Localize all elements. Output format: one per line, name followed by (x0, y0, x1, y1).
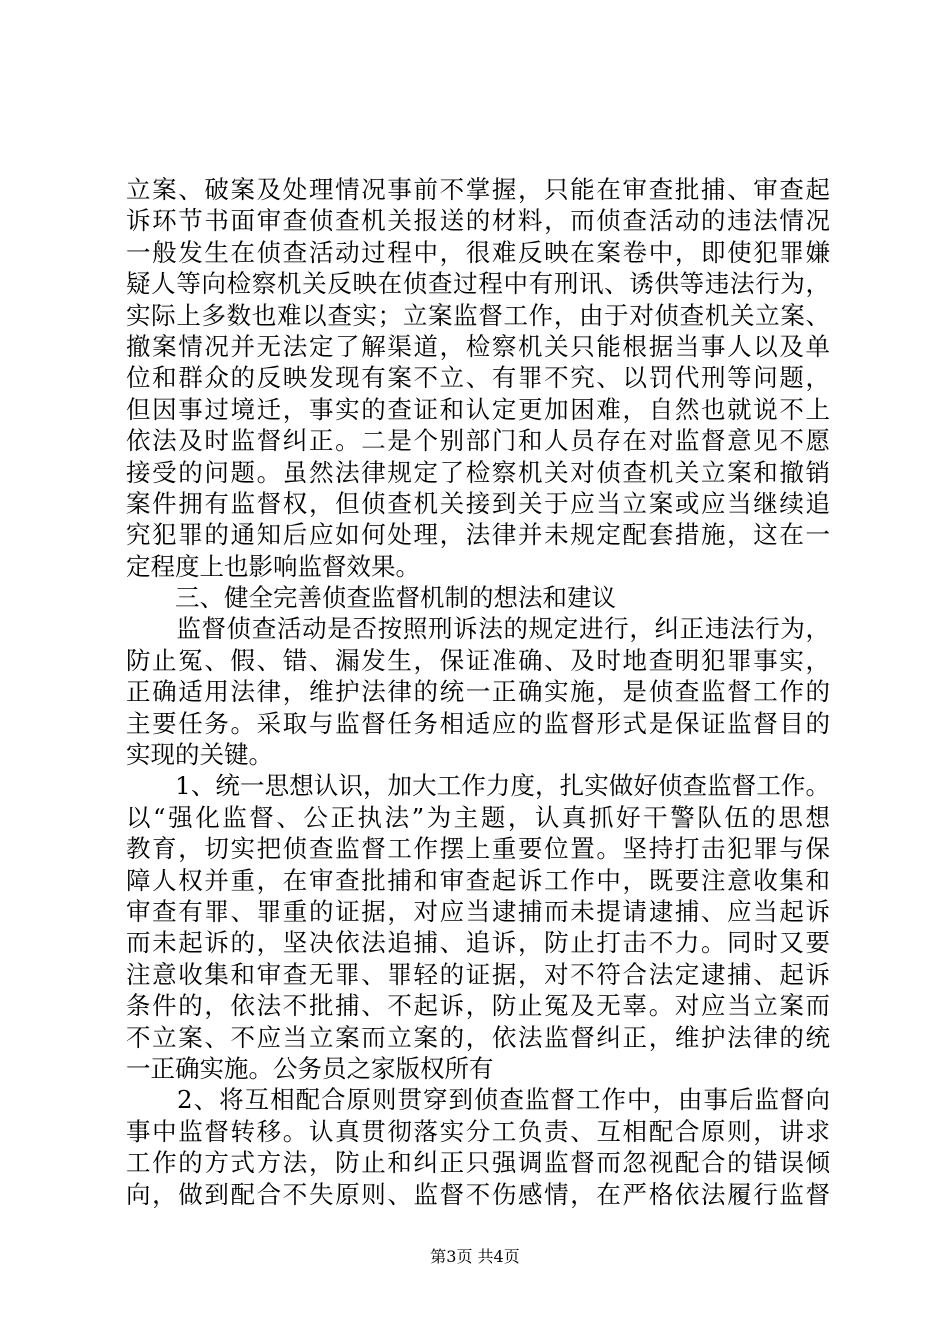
text-line: 但因事过境迁，事实的查证和认定更加困难，自然也就说不上 (126, 394, 830, 424)
text-line: 防止冤、假、错、漏发生，保证准确、及时地查明犯罪事实， (126, 645, 830, 675)
document-body (126, 174, 830, 1210)
text-line: 诉环节书面审查侦查机关报送的材料，而侦查活动的违法情况 (126, 206, 830, 236)
text-line: 工作的方式方法，防止和纠正只强调监督而忽视配合的错误倾 (126, 1148, 830, 1178)
text-line: 事中监督转移。认真贯彻落实分工负责、互相配合原则，讲求 (126, 1116, 830, 1146)
text-line: 依法及时监督纠正。二是个别部门和人员存在对监督意见不愿 (126, 426, 830, 456)
text-line: 实际上多数也难以查实；立案监督工作，由于对侦查机关立案、 (126, 300, 830, 330)
text-line: 障人权并重，在审查批捕和审查起诉工作中，既要注意收集和 (126, 865, 830, 895)
text-line: 位和群众的反映发现有案不立、有罪不究、以罚代刑等问题， (126, 363, 830, 393)
text-line: 正确适用法律，维护法律的统一正确实施，是侦查监督工作的 (126, 677, 830, 707)
text-line: 不立案、不应当立案而立案的，依法监督纠正，维护法律的统 (126, 1022, 830, 1052)
text-line: 以“强化监督、公正执法”为主题，认真抓好干警队伍的思想 (126, 802, 830, 832)
text-line: 究犯罪的通知后应如何处理，法律并未规定配套措施，这在一 (126, 520, 830, 550)
text-line: 一般发生在侦查活动过程中，很难反映在案卷中，即使犯罪嫌 (126, 237, 830, 267)
text-line: 实现的关键。 (126, 740, 273, 770)
text-line: 案件拥有监督权，但侦查机关接到关于应当立案或应当继续追 (126, 488, 830, 518)
text-line: 接受的问题。虽然法律规定了检察机关对侦查机关立案和撤销 (126, 457, 830, 487)
text-line: 向，做到配合不失原则、监督不伤感情，在严格依法履行监督 (126, 1179, 830, 1209)
text-line: 主要任务。采取与监督任务相适应的监督形式是保证监督目的 (126, 708, 830, 738)
text-line: 疑人等向检察机关反映在侦查过程中有刑讯、诱供等违法行为， (126, 269, 830, 299)
text-line: 1、统一思想认识，加大工作力度，扎实做好侦查监督工作。 (126, 771, 830, 801)
text-line: 三、健全完善侦查监督机制的想法和建议 (126, 583, 616, 613)
text-line: 一正确实施。公务员之家版权所有 (126, 1053, 494, 1083)
text-line: 监督侦查活动是否按照刑诉法的规定进行，纠正违法行为， (126, 614, 830, 644)
text-line: 审查有罪、罪重的证据，对应当逮捕而未提请逮捕、应当起诉 (126, 896, 830, 926)
text-line: 撤案情况并无法定了解渠道，检察机关只能根据当事人以及单 (126, 331, 830, 361)
text-line: 注意收集和审查无罪、罪轻的证据，对不符合法定逮捕、起诉 (126, 959, 830, 989)
text-line: 教育，切实把侦查监督工作摆上重要位置。坚持打击犯罪与保 (126, 834, 830, 864)
text-line: 2、将互相配合原则贯穿到侦查监督工作中，由事后监督向 (126, 1085, 830, 1115)
text-line: 而未起诉的，坚决依法追捕、追诉，防止打击不力。同时又要 (126, 928, 830, 958)
text-line: 立案、破案及处理情况事前不掌握，只能在审查批捕、审查起 (126, 175, 830, 204)
text-line: 定程度上也影响监督效果。 (126, 551, 420, 581)
page-footer: 第3页 共4页 (430, 1247, 520, 1266)
text-line: 条件的，依法不批捕、不起诉，防止冤及无辜。对应当立案而 (126, 991, 830, 1021)
